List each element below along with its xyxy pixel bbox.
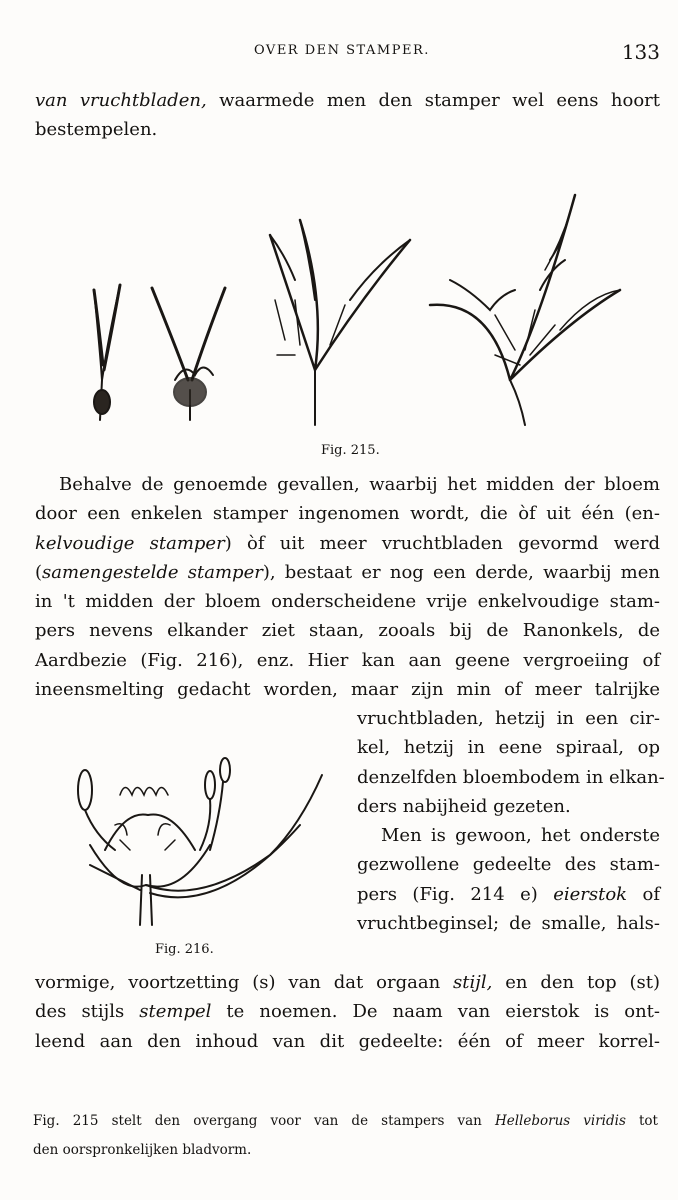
figure-216-caption: Fig. 216. xyxy=(155,942,214,957)
intro-italic: van vruchtbladen, xyxy=(35,90,207,111)
footnote: Fig. 215 stelt den overgang voor van de stampers van Helleborus viridis tot den oorspronkelijken bladvorm. xyxy=(33,1113,658,1159)
figure-215-caption: Fig. 215. xyxy=(321,443,380,458)
running-title: OVER DEN STAMPER. xyxy=(254,43,430,58)
paragraph-1-wrap: vruchtbladen, hetzij in een cir- kel, hetzij in eene spiraal, op denzelfden bloembodem in elkan- ders nabijheid gezeten. Men is gewoon, het onderste gezwollene gedeelte des stam- pers (Fig. 214 e) eierstok of vruchtbeginsel; de smalle, hals- xyxy=(357,708,665,935)
intro-paragraph: van vruchtbladen, waarmede men den stamper wel eens hoort bestempelen. xyxy=(35,90,660,141)
paragraph-1: Behalve de genoemde gevallen, waarbij het midden der bloem door een enkelen stamper ingenomen wordt, die òf uit één (en- kelvoudige stamper) òf uit meer vruchtbladen gevormd werd (samengestelde stamper), bestaat er nog een derde, waarbij men in 't midden der bloem onderscheidene vrije enkelvoudige stam- pers nevens elkander ziet staan, zooals bij de Ranonkels, de Aardbezie (Fig. 216), enz. Hier kan aan geene vergroeiing of ineensmelting gedacht worden, maar zijn min of meer talrijke xyxy=(35,474,660,701)
running-header xyxy=(0,40,678,66)
figure-216-flower-section xyxy=(60,755,340,935)
paragraph-2: vormige, voortzetting (s) van dat orgaan stijl, en den top (st) des stijls stempel te noemen. De naam van eierstok is ont- leend aan den inhoud van dit gedeelte: één of meer korrel- xyxy=(35,972,660,1052)
page-number: 133 xyxy=(621,40,660,64)
figure-215-pistils xyxy=(70,180,630,435)
